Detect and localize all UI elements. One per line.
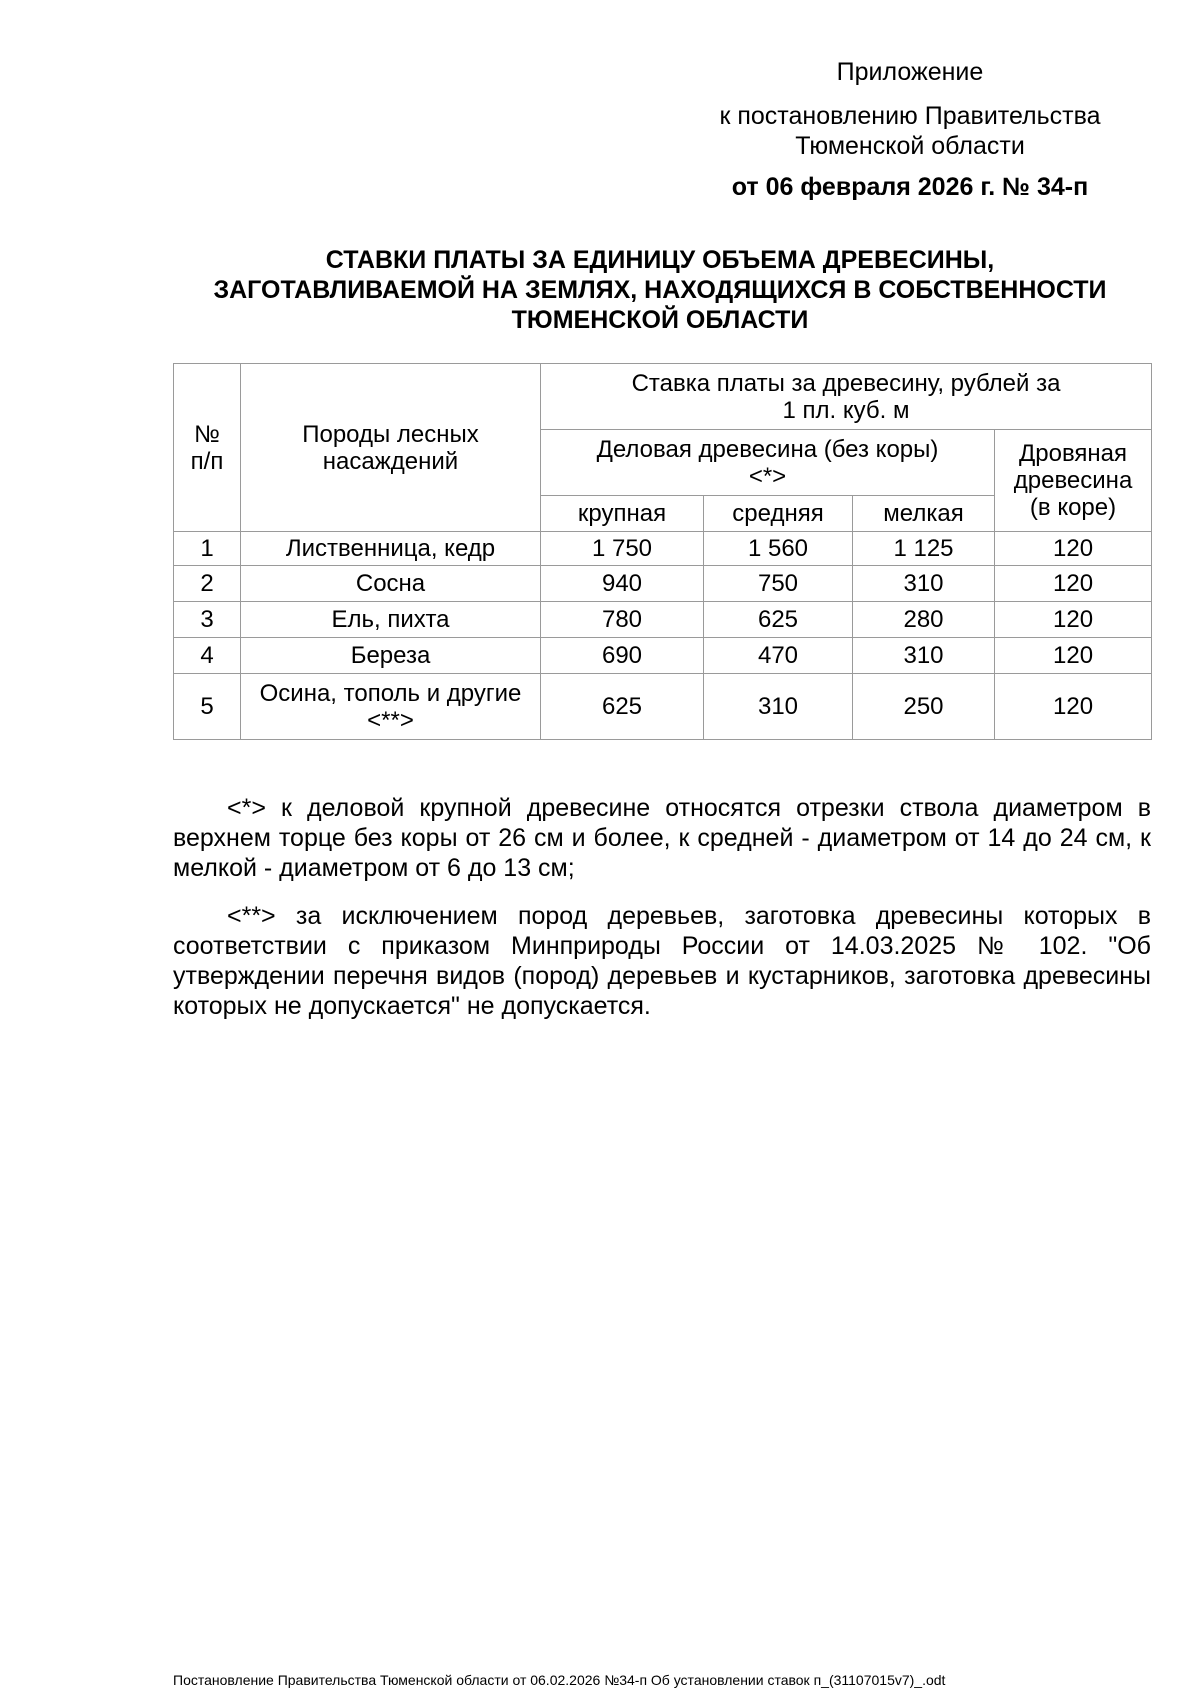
cell-num: 3 [174,602,241,638]
cell-firewood: 120 [995,674,1152,740]
annex-date-number: от 06 февраля 2026 г. № 34-п [731,173,1089,201]
cell-small: 1 125 [853,532,995,566]
footnote-1: <*> к деловой крупной древесине относятся отрезки ствола диаметром в верхнем торце без коры от 26 см и более, к средней - диаметром от 14 до 24 см, к мелкой - диаметром от 6 до 13 см; [173,794,1151,882]
header-rate-line2: 1 пл. куб. м [782,396,910,424]
table-row [174,532,1152,566]
annex-label: Приложение [836,58,984,86]
cell-firewood: 120 [995,638,1152,674]
table-row [174,638,1152,674]
header-business-line2: <*> [748,462,787,490]
cell-species-line1: Осина, тополь и другие [259,679,522,707]
cell-species [241,674,541,740]
footnote-2: <**> за исключением пород деревьев, заготовка древесины которых в соответствии с приказом Минприроды России от 14.03.2025 № 102. "Об утверждении перечня видов (пород) деревьев и кустарников, заготовка древесины которых не допускается" не допускается. [173,902,1151,1020]
header-species [241,364,541,532]
cell-species: Лиственница, кедр [241,532,541,566]
cell-medium: 470 [704,638,853,674]
title-line-3: ТЮМЕНСКОЙ ОБЛАСТИ [511,306,809,334]
cell-small: 250 [853,674,995,740]
cell-large: 940 [541,566,704,602]
cell-species: Сосна [241,566,541,602]
annex-region: Тюменской области [795,132,1025,160]
cell-large: 780 [541,602,704,638]
cell-firewood: 120 [995,602,1152,638]
cell-medium: 1 560 [704,532,853,566]
cell-large: 1 750 [541,532,704,566]
header-species-line1: Породы лесных [302,420,479,448]
header-rate-line1: Ставка платы за древесину, рублей за [631,369,1061,397]
cell-num: 4 [174,638,241,674]
cell-medium: 625 [704,602,853,638]
cell-large: 690 [541,638,704,674]
cell-small: 310 [853,566,995,602]
header-business-line1: Деловая древесина (без коры) [596,435,939,463]
header-business-wood [541,430,995,496]
cell-num: 1 [174,532,241,566]
cell-medium: 750 [704,566,853,602]
cell-small: 310 [853,638,995,674]
cell-species: Ель, пихта [241,602,541,638]
table-row [174,602,1152,638]
cell-medium: 310 [704,674,853,740]
table-row [174,674,1152,740]
header-number [174,364,241,532]
header-firewood-line1: Дровяная [1019,440,1128,467]
annex-resolution-ref: к постановлению Правительства [719,102,1101,130]
header-small: мелкая [853,496,995,532]
header-firewood-line3: (в коре) [1029,494,1117,521]
header-medium: средняя [704,496,853,532]
cell-small: 280 [853,602,995,638]
cell-large: 625 [541,674,704,740]
header-firewood-line2: древесина [1013,467,1133,494]
cell-firewood: 120 [995,532,1152,566]
header-number-line2: п/п [190,447,224,475]
title-line-2: ЗАГОТАВЛИВАЕМОЙ НА ЗЕМЛЯХ, НАХОДЯЩИХСЯ В СОБСТВЕННОСТИ [213,276,1107,304]
cell-firewood: 120 [995,566,1152,602]
page-footer: Постановление Правительства Тюменской области от 06.02.2026 №34-п Об установлении ставок п_(31107015v7)_.odt [173,1672,946,1688]
header-large: крупная [541,496,704,532]
header-species-line2: насаждений [322,447,459,475]
header-number-line1: № [194,420,220,448]
title-line-1: СТАВКИ ПЛАТЫ ЗА ЕДИНИЦУ ОБЪЕМА ДРЕВЕСИНЫ, [325,246,995,274]
cell-num: 2 [174,566,241,602]
cell-species: Береза [241,638,541,674]
cell-num: 5 [174,674,241,740]
table-row [174,566,1152,602]
header-firewood [995,430,1152,532]
rates-table [173,363,1152,740]
header-rate [541,364,1152,430]
header-row-1 [174,364,1152,430]
cell-species-line2: <**> [367,706,414,734]
document-title [160,245,1160,335]
